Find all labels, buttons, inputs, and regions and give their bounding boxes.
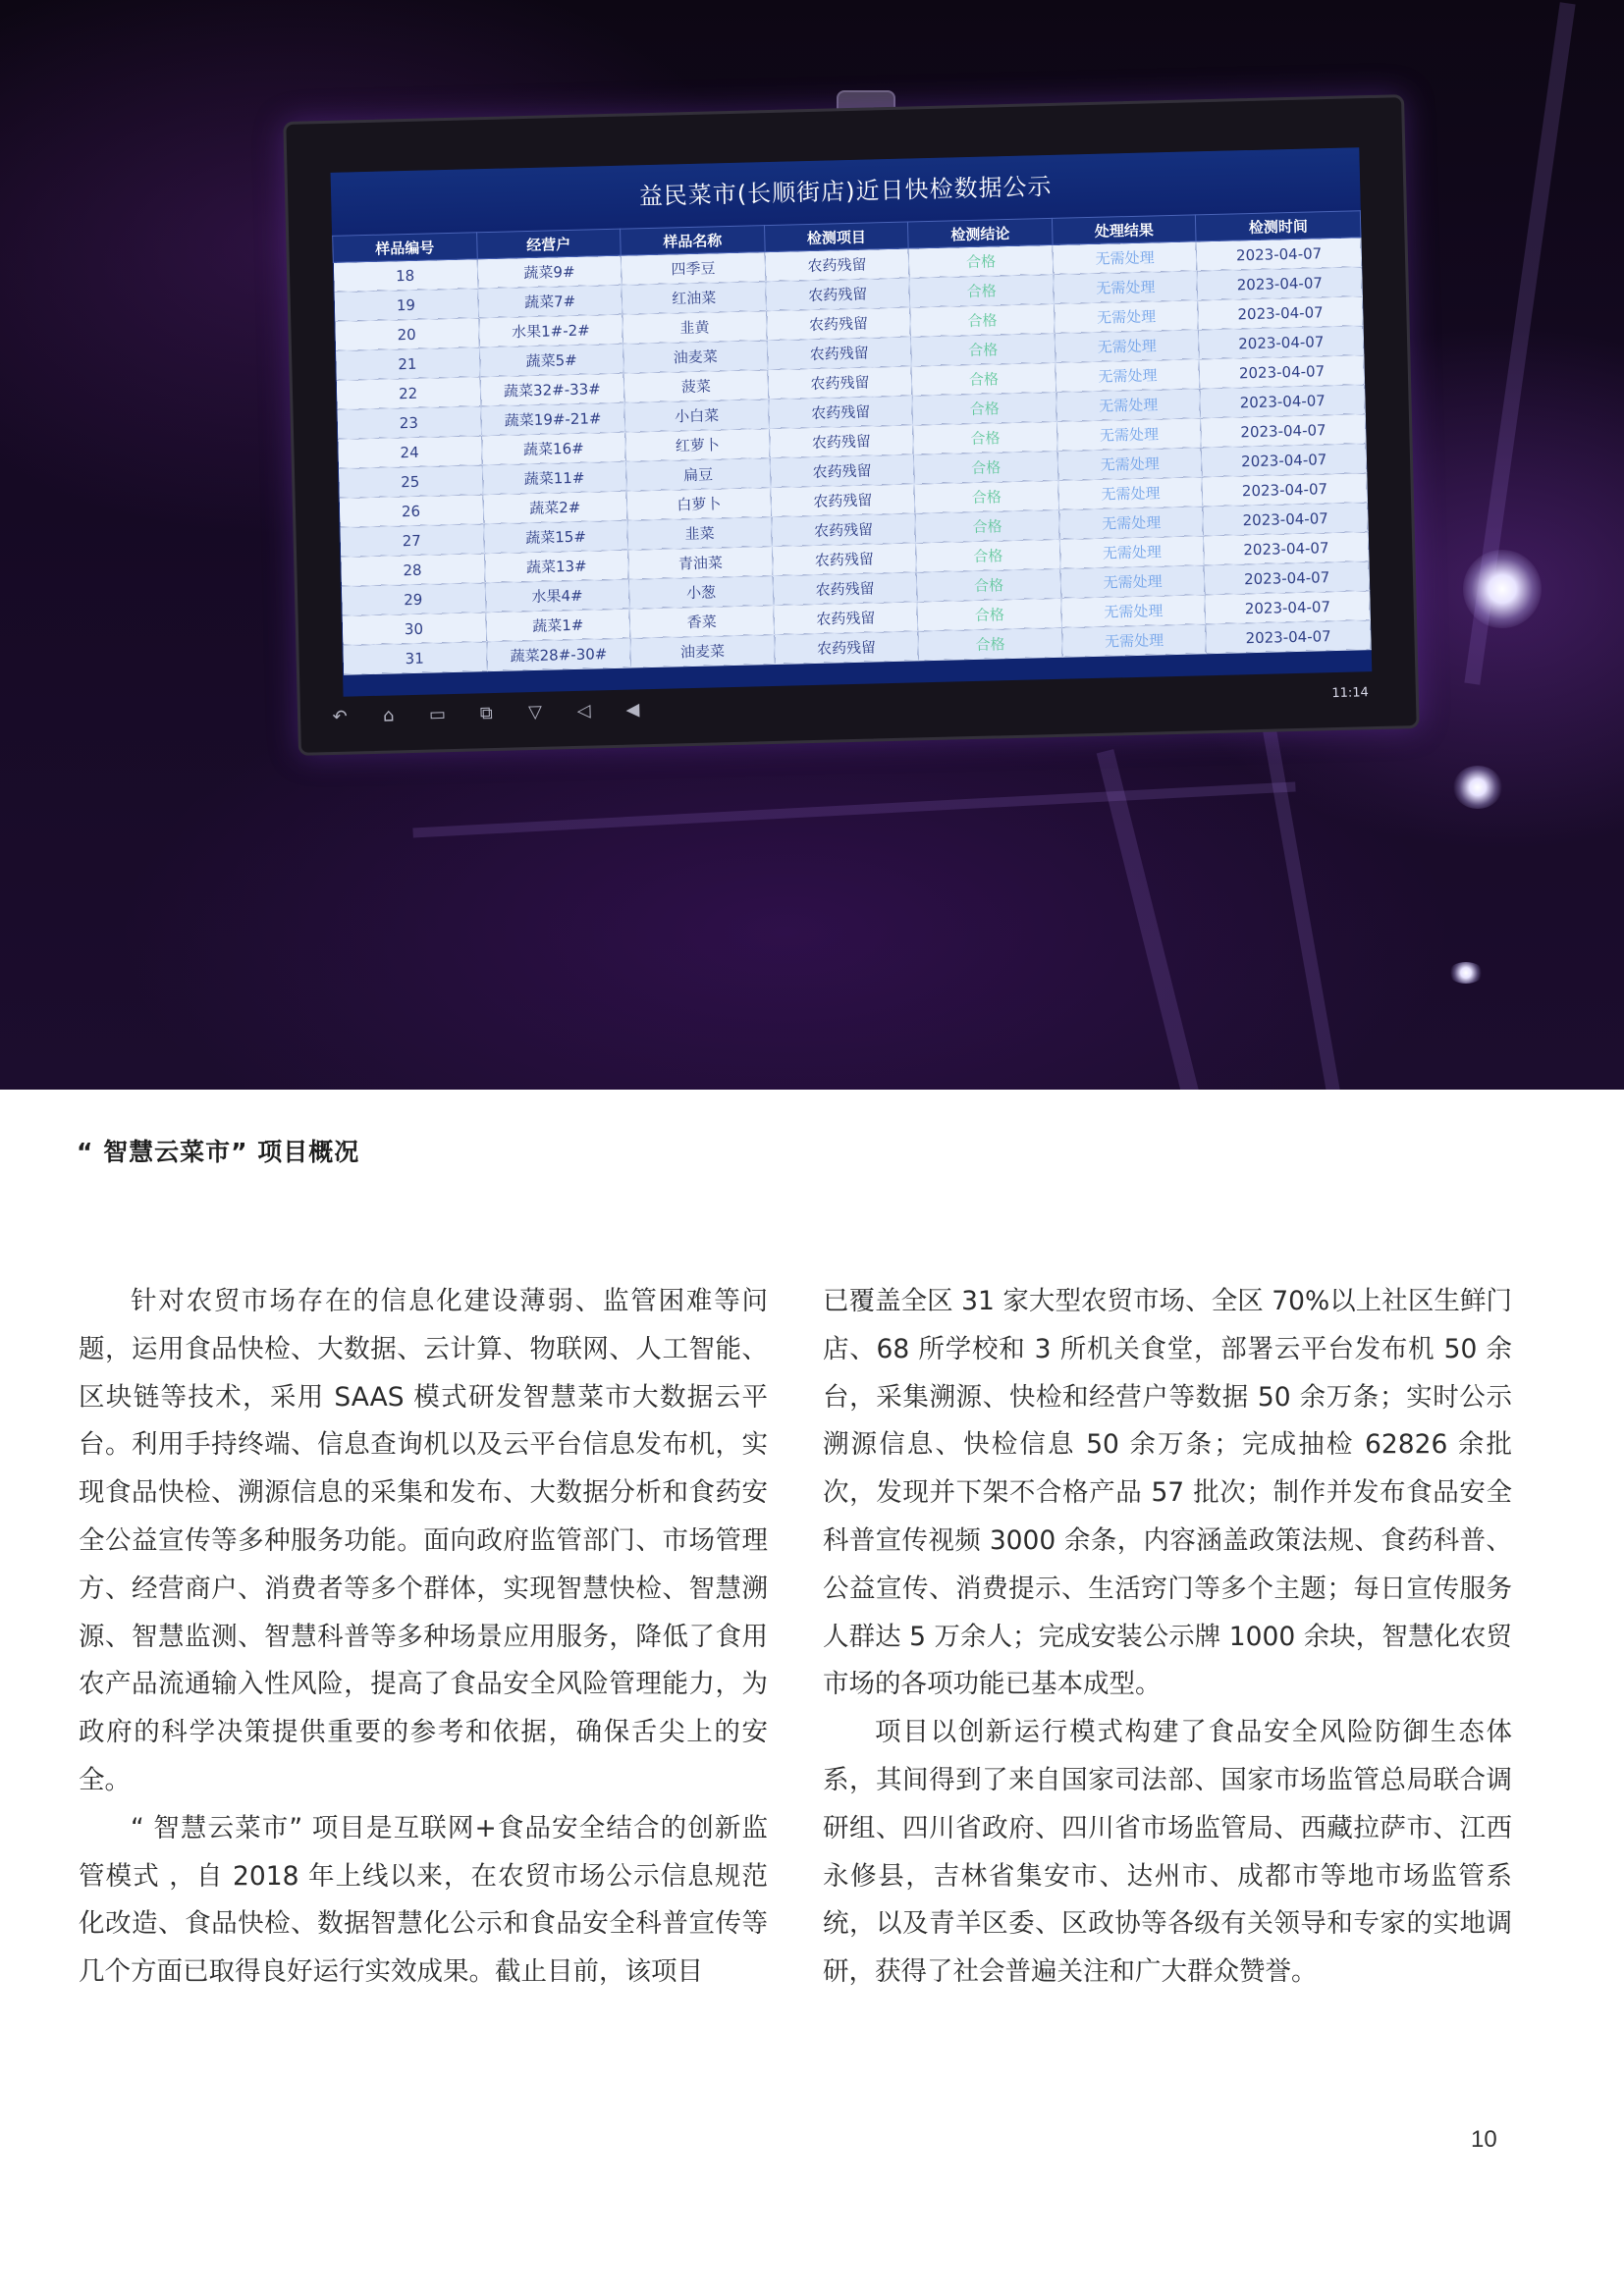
- table-cell: 蔬菜19#-21#: [480, 402, 624, 436]
- status-clock: 11:14: [1331, 685, 1370, 702]
- table-cell: 合格: [912, 392, 1056, 425]
- volume-up-icon[interactable]: ◀: [625, 699, 640, 721]
- table-cell: 蔬菜16#: [481, 432, 625, 465]
- table-cell: 水果1#-2#: [478, 314, 623, 347]
- table-cell: 韭菜: [627, 517, 772, 551]
- table-cell: 2023-04-07: [1199, 355, 1364, 389]
- screen-title: 益民菜市(长顺街店)近日快检数据公示: [331, 147, 1361, 236]
- table-cell: 农药残留: [771, 513, 915, 547]
- table-cell: 2023-04-07: [1202, 473, 1367, 507]
- table-cell: 无需处理: [1055, 330, 1199, 363]
- table-cell: 31: [343, 642, 487, 675]
- table-column-header: 样品编号: [333, 233, 477, 263]
- table-cell: 农药残留: [766, 307, 910, 341]
- table-cell: 无需处理: [1059, 536, 1204, 569]
- table-cell: 蔬菜1#: [486, 609, 630, 642]
- ceiling-lamp: [1463, 550, 1542, 628]
- table-cell: 合格: [916, 568, 1060, 602]
- table-cell: 油麦菜: [623, 341, 768, 374]
- table-cell: 油麦菜: [630, 634, 775, 667]
- table-cell: 2023-04-07: [1200, 385, 1365, 418]
- table-cell: 无需处理: [1059, 507, 1204, 540]
- table-cell: 2023-04-07: [1198, 296, 1363, 330]
- table-cell: 2023-04-07: [1197, 238, 1362, 271]
- recent-apps-icon[interactable]: ▭: [428, 704, 447, 725]
- table-cell: 2023-04-07: [1205, 561, 1370, 595]
- left-text-column: [79, 1278, 768, 1997]
- table-cell: 小白菜: [624, 400, 769, 433]
- home-icon[interactable]: ⌂: [382, 705, 395, 726]
- photo-caption: “ 智慧云菜市” 项目概况: [77, 1138, 360, 1166]
- table-cell: 2023-04-07: [1201, 414, 1366, 448]
- table-cell: 无需处理: [1061, 624, 1206, 658]
- table-column-header: 经营户: [476, 229, 621, 259]
- table-cell: 农药残留: [767, 337, 911, 370]
- table-cell: 无需处理: [1054, 300, 1198, 334]
- table-cell: 2023-04-07: [1206, 620, 1371, 654]
- table-cell: 农药残留: [770, 454, 914, 488]
- table-cell: 蔬菜15#: [483, 520, 627, 554]
- table-cell: 蔬菜13#: [484, 550, 628, 583]
- table-cell: 蔬菜9#: [477, 255, 622, 289]
- table-cell: 无需处理: [1056, 418, 1201, 452]
- table-cell: 农药残留: [771, 484, 915, 517]
- table-cell: 蔬菜5#: [479, 344, 623, 377]
- table-cell: 菠菜: [623, 370, 768, 403]
- paragraph: 项目以创新运行模式构建了食品安全风险防御生态体系，其间得到了来自国家司法部、国家市场监管总局联合调研组、四川省政府、四川省市场监管局、西藏拉萨市、江西永修县，吉林省集安市、达州市、成都市等地市场监管系统，以及青羊区委、区政协等各级有关领导和专家的实地调研，获得了社会普遍关注和广大群众赞誉。: [823, 1717, 1512, 1988]
- table-cell: 合格: [910, 303, 1055, 337]
- paragraph: 已覆盖全区 31 家大型农贸市场、全区 70%以上社区生鲜门店、68 所学校和 3 所机关食堂，部署云平台发布机 50 余台，采集溯源、快检和经营户等数据 50 余万条；实时公示溯源信息、快检信息 50 余万条；完成抽检 62826 余批次，发现并下架不合格产品 57 批次；制作并发布食品安全科普宣传视频 3000 余条，内容涵盖政策法规、食药科普、公益宣传、消费提示、生活窍门等多个主题；每日宣传服务人群达 5 万余人；完成安装公示牌 1000 余块，智慧化农贸市场的各项功能已基本成型。: [823, 1286, 1512, 1700]
- table-cell: 无需处理: [1053, 241, 1197, 275]
- table-column-header: 检测时间: [1196, 211, 1361, 241]
- table-cell: 合格: [911, 362, 1056, 396]
- table-cell: 19: [334, 289, 478, 322]
- screenshot-icon[interactable]: ⧉: [479, 703, 493, 724]
- table-column-header: 处理结果: [1052, 215, 1196, 245]
- table-cell: 农药残留: [768, 366, 912, 400]
- table-cell: 无需处理: [1058, 477, 1203, 510]
- table-cell: 合格: [914, 480, 1058, 513]
- table-cell: 蔬菜32#-33#: [480, 373, 624, 406]
- table-cell: 蔬菜2#: [483, 491, 627, 524]
- table-cell: 2023-04-07: [1199, 326, 1364, 359]
- table-cell: 蔬菜7#: [478, 285, 623, 318]
- table-cell: 农药残留: [773, 572, 917, 606]
- table-cell: 无需处理: [1054, 271, 1198, 304]
- table-cell: 2023-04-07: [1197, 267, 1362, 300]
- table-cell: 2023-04-07: [1203, 503, 1368, 536]
- table-cell: 无需处理: [1061, 595, 1206, 628]
- monitor-screen: [331, 147, 1373, 696]
- table-cell: 香菜: [629, 605, 774, 638]
- market-display-photo: [0, 0, 1624, 1090]
- table-cell: 无需处理: [1056, 389, 1201, 422]
- table-cell: 合格: [917, 598, 1061, 631]
- inspection-table: [332, 210, 1372, 674]
- table-cell: 红萝卜: [625, 429, 770, 462]
- table-cell: 蔬菜28#-30#: [486, 638, 630, 671]
- ceiling-lamp: [1448, 962, 1484, 984]
- table-cell: 无需处理: [1057, 448, 1202, 481]
- table-cell: 蔬菜11#: [482, 461, 626, 495]
- table-cell: 28: [341, 554, 485, 587]
- table-cell: 20: [335, 318, 479, 351]
- table-cell: 25: [338, 465, 482, 499]
- table-cell: 24: [338, 436, 482, 469]
- table-cell: 合格: [916, 539, 1060, 572]
- table-cell: 农药残留: [769, 425, 913, 458]
- table-cell: 扁豆: [625, 458, 770, 492]
- table-cell: 30: [342, 613, 486, 646]
- table-cell: 农药残留: [774, 631, 918, 665]
- ceiling-beam: [412, 781, 1295, 837]
- table-cell: 合格: [918, 627, 1062, 661]
- table-cell: 青油菜: [628, 547, 773, 580]
- table-cell: 合格: [911, 333, 1056, 366]
- table-cell: 18: [333, 259, 477, 293]
- table-cell: 27: [340, 524, 484, 558]
- table-cell: 白萝卜: [626, 488, 771, 521]
- display-monitor: [283, 94, 1419, 756]
- table-cell: 无需处理: [1060, 565, 1205, 599]
- table-column-header: 样品名称: [621, 226, 765, 256]
- table-cell: 26: [339, 495, 483, 528]
- table-cell: 红油菜: [622, 282, 766, 315]
- table-cell: 合格: [915, 509, 1059, 543]
- table-cell: 农药残留: [772, 543, 916, 576]
- table-cell: 农药残留: [765, 248, 909, 282]
- paragraph: “ 智慧云菜市” 项目是互联网+食品安全结合的创新监管模式 ，自 2018 年上线以来，在农贸市场公示信息规范化改造、食品快检、数据智慧化公示和食品安全科普宣传等几个方面已取得良好运行实效成果。截止目前，该项目: [79, 1812, 768, 1988]
- table-cell: 水果4#: [485, 579, 629, 613]
- menu-icon[interactable]: ▽: [527, 701, 543, 723]
- ceiling-lamp: [1453, 766, 1502, 809]
- table-cell: 合格: [914, 451, 1058, 484]
- table-cell: 23: [337, 406, 481, 440]
- table-cell: 合格: [913, 421, 1057, 454]
- table-cell: 四季豆: [621, 252, 765, 286]
- table-cell: 2023-04-07: [1205, 591, 1370, 624]
- table-column-header: 检测结论: [908, 218, 1053, 248]
- table-cell: 合格: [909, 274, 1054, 307]
- page-number: 10: [1471, 2126, 1497, 2153]
- table-cell: 2023-04-07: [1204, 532, 1369, 565]
- table-cell: 合格: [908, 244, 1053, 278]
- table-body: [333, 238, 1371, 674]
- table-cell: 小葱: [628, 576, 773, 610]
- table-column-header: 检测项目: [764, 222, 908, 252]
- table-cell: 农药残留: [774, 602, 918, 635]
- right-text-column: [823, 1278, 1512, 1997]
- table-cell: 韭黄: [623, 311, 767, 345]
- table-cell: 22: [336, 377, 480, 410]
- paragraph: 针对农贸市场存在的信息化建设薄弱、监管困难等问题，运用食品快检、大数据、云计算、物联网、人工智能、区块链等技术，采用 SAAS 模式研发智慧菜市大数据云平台。利用手持终端、信息查询机以及云平台信息发布机，实现食品快检、溯源信息的采集和发布、大数据分析和食药安全公益宣传等多种服务功能。面向政府监管部门、市场管理方、经营商户、消费者等多个群体，实现智慧快检、智慧溯源、智慧监测、智慧科普等多种场景应用服务，降低了食用农产品流通输入性风险，提高了食品安全风险管理能力，为政府的科学决策提供重要的参考和依据，确保舌尖上的安全。: [79, 1286, 768, 1795]
- table-cell: 农药残留: [769, 396, 913, 429]
- table-cell: 21: [335, 347, 479, 381]
- table-cell: 农药残留: [766, 278, 910, 311]
- back-icon[interactable]: ↶: [332, 706, 348, 727]
- table-cell: 29: [341, 583, 485, 616]
- volume-down-icon[interactable]: ◁: [576, 700, 591, 721]
- table-cell: 无需处理: [1056, 359, 1200, 393]
- table-cell: 2023-04-07: [1202, 444, 1367, 477]
